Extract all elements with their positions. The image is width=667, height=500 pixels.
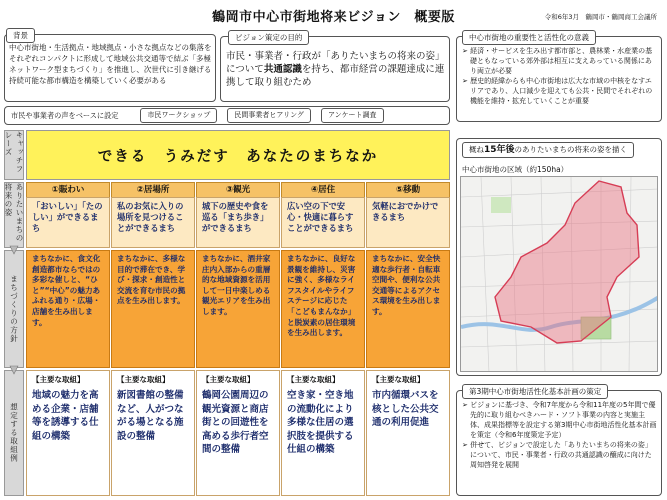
plan-item: ➢ ビジョンに基づき、令和7年度から令和11年度の5年間で優先的に取り組むべきハード・ソフト事業の内容と実施主体、成果指標等を設定する第3期中心市街地活性化基本計画を策定（令和6年度策定予定） [462, 401, 657, 439]
initiative-label: 【主要な取組】 [117, 375, 170, 384]
direction-cell: まちなかに、良好な景観を維持し、災害に強く、多様なライフスタイルやライフステージに応じた「こどもまんなか」と脱炭素の居住環境を生み出します。 [281, 250, 365, 368]
direction-cell: まちなかに、酒井家庄内入部からの重層的な地域資源を活用して一日中楽しめる観光エリアを生み出します。 [196, 250, 280, 368]
purpose-text [226, 50, 446, 89]
arrow-down-icon [8, 364, 20, 376]
initiative-text: 市内循環バスを核とした公共交通の利用促進 [372, 390, 439, 428]
plan-item-text: ビジョンに基づき、令和7年度から令和11年度の5年間で優先的に取り組むべきハード・ソフト事業の内容と実施主体、成果指標等を設定する第3期中心市街地活性化基本計画を策定（令和6年度策定予定） [470, 401, 657, 439]
voices-box [4, 106, 450, 125]
initiative-label: 【主要な取組】 [287, 375, 340, 384]
initiative-cell [366, 370, 450, 496]
column-head-kyoju: ④居住 [281, 182, 365, 198]
column-head-kanko: ③観光 [196, 182, 280, 198]
initiative-cell [111, 370, 195, 496]
significance-item: ➢ 経済・サービスを生み出す都市部と、農林業・水産業の基礎ともなっている郊外部は相互に支えあっている関係にあり両立が必要 [462, 47, 653, 75]
plan-tag: 第3期中心市街地活性化基本計画の策定 [462, 384, 608, 399]
plan-item-text: 併せて、ビジョンで設定した「ありたいまちの将来の姿」について、市民・事業者・行政の共通認識の醸成に向けた周知啓発を展開 [470, 441, 652, 469]
initiative-label: 【主要な取組】 [202, 375, 255, 384]
row-label-ideal: ありたいまちの将来の姿 [4, 182, 24, 248]
purpose-text-em: 共通認識 [263, 64, 302, 75]
catchphrase: できる うみだす あなたのまちなか [26, 130, 450, 180]
future-tag-post: のありたいまちの将来の姿を描く [514, 145, 628, 154]
row-label-direction: まちづくりの方針 [4, 250, 24, 368]
purpose-tag: ビジョン策定の目的 [228, 30, 309, 45]
future-tag-em: 15年後 [484, 145, 515, 155]
district-area [495, 181, 639, 343]
ideal-cell: 城下の歴史や食を巡る「まち歩き」ができるまち [196, 197, 280, 248]
purpose-text-post: を持ち、都市経営の課題達成に連携して取り組むため [226, 64, 445, 88]
map-label: 中心市街地の区域（約150ha） [462, 165, 569, 174]
ideal-cell: 私のお気に入りの場所を見つけることができるまち [111, 197, 195, 248]
arrow-down-icon [8, 244, 20, 256]
initiative-cell [281, 370, 365, 496]
significance-tag: 中心市街地の重要性と活性化の意義 [462, 30, 596, 45]
future-tag-pre: 概ね [469, 145, 484, 154]
column-head-nigiwai: ①賑わい [26, 182, 110, 198]
initiative-text: 空き家・空き地の流動化により多様な住居の選択肢を提供する仕組の構築 [287, 390, 354, 455]
column-head-ido: ⑤移動 [366, 182, 450, 198]
initiative-text: 鶴岡公園周辺の観光資源と商店街との回遊性を高める歩行者空間の整備 [202, 390, 269, 455]
district-map [460, 176, 658, 372]
plan-list [462, 400, 658, 470]
column-head-ibasho: ②居場所 [111, 182, 195, 198]
initiative-label: 【主要な取組】 [32, 375, 85, 384]
initiative-text: 新図書館の整備など、人がつながる場となる施設の整備 [117, 390, 184, 442]
significance-item: ➢ 歴史的経緯からも中心市街地は広大な市域の中核をなすエリアであり、人口減少を迎えても公共・民間でそれぞれの機能を維持・拡充していくことが重要 [462, 77, 653, 105]
background-text: 中心市街地・生活拠点・地域拠点・小さな拠点などの集落をそれぞれコンパクトに形成して地域公共交通等で結ぶ「多極ネットワーク型まちづくり」を推進し、次世代に引き継げる持続可能な都市構造を構築していく必要がある [9, 43, 212, 85]
ideal-cell: 「おいしい」「たのしい」ができるまち [26, 197, 110, 248]
page-title: 鶴岡市中心市街地将来ビジョン 概要版 [212, 10, 455, 25]
initiative-cell [26, 370, 110, 496]
district-map-svg [461, 177, 658, 372]
direction-cell: まちなかに、安全快適な歩行者・自転車空間や、便利な公共交通等によるアクセス環境を生み出します。 [366, 250, 450, 368]
future-tag [462, 142, 634, 158]
significance-item-text: 経済・サービスを生み出す都市部と、農林業・水産業の基礎ともなっている郊外部は相互に支えあっている関係にあり両立が必要 [470, 47, 653, 75]
dateline: 令和6年3月 鶴岡市・鶴岡商工会議所 [544, 13, 657, 21]
voices-item-workshop: 市民ワークショップ [140, 108, 217, 123]
background-tag: 背景 [6, 28, 35, 43]
initiative-label: 【主要な取組】 [372, 375, 425, 384]
row-label-initiatives: 想定する取組例 [4, 370, 24, 496]
initiative-text: 地域の魅力を高める企業・店舗等を誘導する仕組の構築 [32, 390, 99, 442]
direction-cell: まちなかに、多様な目的で滞在でき、学び・探求・創造性と交流を育む市民の拠点を生み出します。 [111, 250, 195, 368]
initiative-cell [196, 370, 280, 496]
voices-lead: 市民や事業者の声をベースに設定 [11, 110, 119, 120]
significance-item-text: 歴史的経緯からも中心市街地は広大な市域の中核をなすエリアであり、人口減少を迎えても公共・民間でそれぞれの機能を維持・拡充していくことが重要 [470, 77, 653, 105]
voices-item-hearing: 民間事業者ヒアリング [227, 108, 311, 123]
significance-list [462, 46, 658, 106]
ideal-cell: 広い空の下で安心・快適に暮らすことができるまち [281, 197, 365, 248]
purpose-text-pre: 市民・事業者・行政が「ありたいまちの将来の姿」について [226, 51, 445, 75]
direction-cell: まちなかに、食文化創造都市ならではの多彩な催しと、“ひと”“中心”の魅力あふれる通り・広場・店舗を生み出します。 [26, 250, 110, 368]
ideal-cell: 気軽におでかけできるまち [366, 197, 450, 248]
row-label-catch: キャッチフレーズ [4, 130, 24, 180]
voices-item-survey: アンケート調査 [321, 108, 384, 123]
plan-item: ➢ 併せて、ビジョンで設定した「ありたいまちの将来の姿」について、市民・事業者・行政の共通認識の醸成に向けた周知啓発を展開 [462, 441, 652, 469]
